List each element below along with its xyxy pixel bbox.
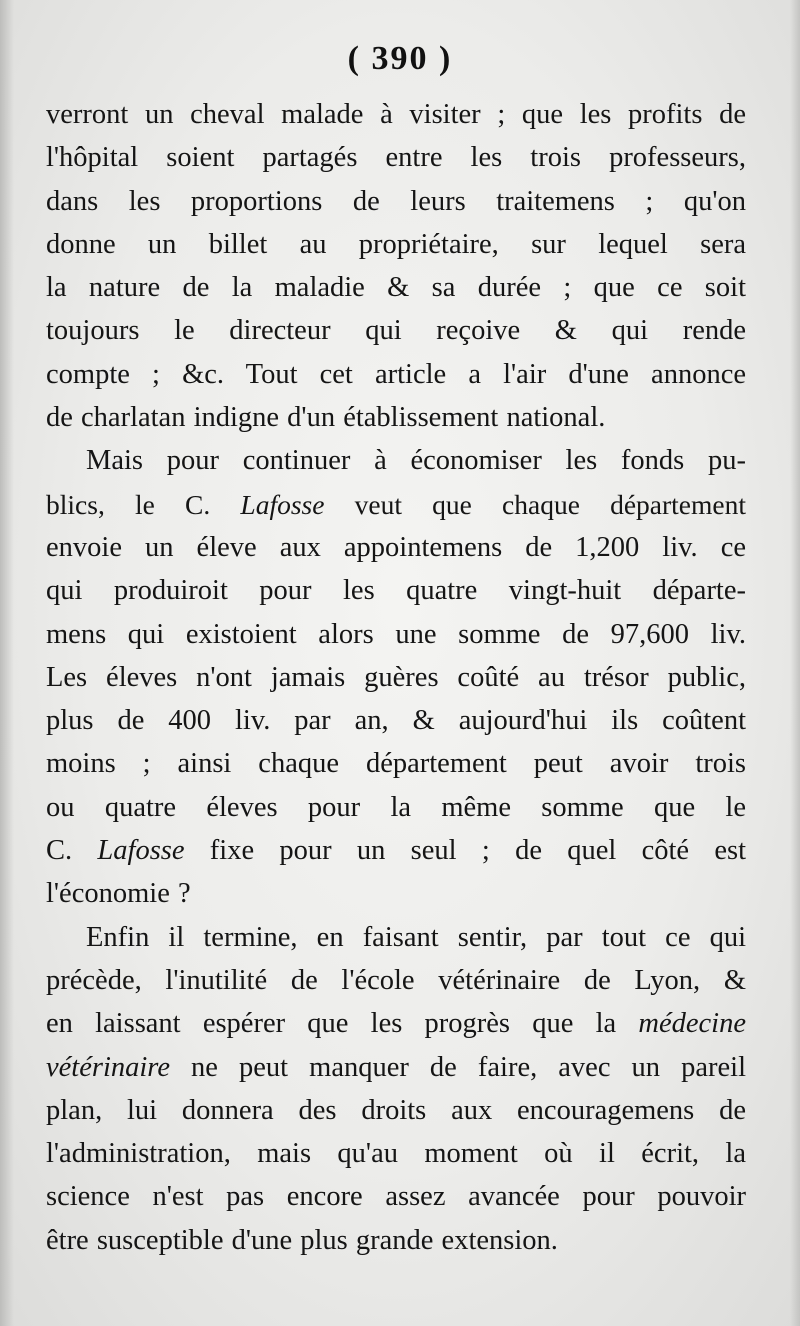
text-line: dans les proportions de leurs traitemens ; qu'on <box>46 185 746 217</box>
page-number: ( 390 ) <box>347 40 453 77</box>
text-line: toujours le directeur qui reçoive & qui rende <box>46 315 746 347</box>
paragraph-3 <box>46 916 746 1262</box>
text-line: ou quatre éleves pour la même somme que le <box>46 791 746 823</box>
text-line: verront un cheval malade à visiter ; que les profits de <box>46 99 746 130</box>
text-line: plus de 400 liv. par an, & aujourd'hui ils coûtent <box>46 705 746 737</box>
text-line: être susceptible d'une plus grande extension. <box>46 1224 558 1256</box>
text-line: envoie un éleve aux appointemens de 1,200 liv. ce <box>46 531 746 563</box>
page-body <box>46 93 746 1262</box>
text-line: plan, lui donnera des droits aux encouragemens de <box>46 1094 746 1126</box>
text-line: science n'est pas encore assez avancée pour pouvoir <box>46 1181 746 1213</box>
text-line: Enfin il termine, en faisant sentir, par tout ce qui <box>86 921 746 953</box>
text-line: donne un billet au propriétaire, sur lequel sera <box>46 228 746 260</box>
paragraph-1 <box>46 93 746 439</box>
text-line: blics, le C. Lafosse veut que chaque département <box>46 488 746 520</box>
text-line: de charlatan indigne d'un établissement national. <box>46 402 606 434</box>
text-line: C. Lafosse fixe pour un seul ; de quel côté est <box>46 835 746 867</box>
text-line: mens qui existoient alors une somme de 97,600 liv. <box>46 618 746 650</box>
text-line: qui produiroit pour les quatre vingt-huit départe- <box>46 575 746 607</box>
text-line: en laissant espérer que les progrès que la médecine <box>46 1008 746 1040</box>
text-line: Les éleves n'ont jamais guères coûté au trésor public, <box>46 661 746 693</box>
text-line: moins ; ainsi chaque département peut avoir trois <box>46 748 746 780</box>
text-line: précède, l'inutilité de l'école vétérinaire de Lyon, & <box>46 964 746 996</box>
text-line: l'hôpital soient partagés entre les trois professeurs, <box>46 142 746 174</box>
text-line: l'économie ? <box>46 878 191 910</box>
text-line: l'administration, mais qu'au moment où il écrit, la <box>46 1138 746 1170</box>
paragraph-2 <box>46 439 746 915</box>
text-line: compte ; &c. Tout cet article a l'air d'une annonce <box>46 358 746 390</box>
text-line: Mais pour continuer à économiser les fonds pu- <box>86 445 746 477</box>
text-line: vétérinaire ne peut manquer de faire, avec un pareil <box>46 1051 746 1083</box>
text-line: la nature de la maladie & sa durée ; que ce soit <box>46 272 746 304</box>
